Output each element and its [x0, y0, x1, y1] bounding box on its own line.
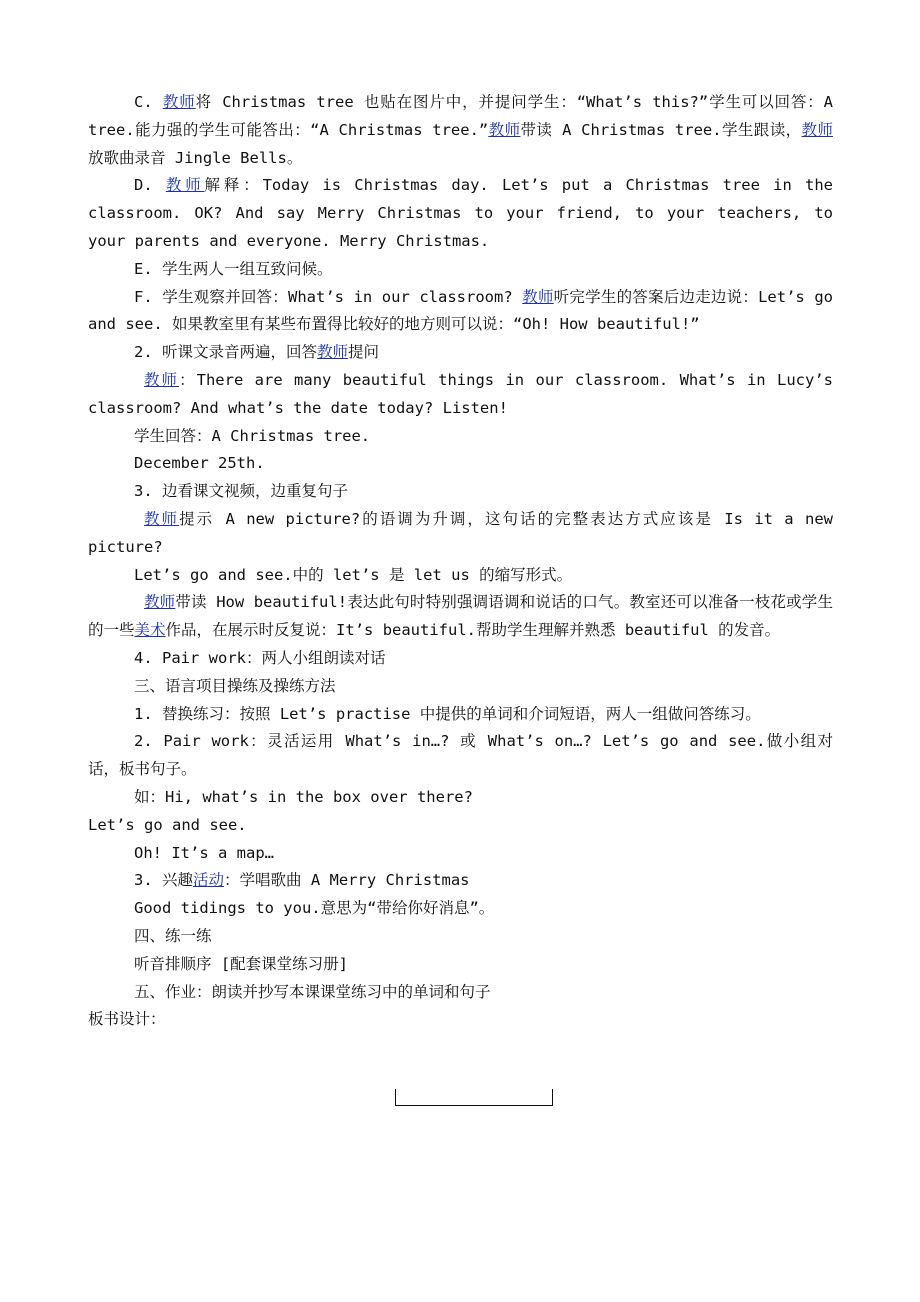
teacher-read-note	[88, 589, 833, 645]
section-4-heading: 四、练一练	[134, 926, 212, 945]
teacher-link[interactable]: 教师	[801, 120, 833, 139]
practice-2: 2. Pair work：灵活运用 What’s in…? 或 What’s on…? Let’s go and see.做小组对话，板书句子。	[88, 732, 833, 779]
paragraph-text: 听完学生的答案后边走边说：Let’s go and see. 如果教室里有某些布置得比较好的地方则可以说：“Oh! How beautiful!”	[88, 287, 833, 334]
paragraph-text: 放歌曲录音 Jingle Bells。	[88, 148, 303, 167]
paragraph-text: 2. 听课文录音两遍，回答	[134, 343, 317, 362]
example-line-3: Oh! It’s a map…	[134, 843, 274, 862]
item-label: C.	[134, 93, 163, 111]
example-line-2: Let’s go and see.	[88, 815, 247, 834]
student-answer-date: December 25th.	[134, 454, 265, 473]
teacher-hint	[88, 506, 833, 562]
teacher-link[interactable]: 教师	[165, 176, 205, 195]
item-label: D.	[134, 176, 166, 195]
paragraph-text: F. 学生观察并回答：What’s in our classroom?	[134, 287, 523, 306]
teacher-link[interactable]: 教师	[144, 370, 180, 389]
student-answer: 学生回答：A Christmas tree.	[134, 426, 371, 445]
paragraph-text: 提问	[348, 343, 380, 362]
lesson-plan-body	[88, 89, 833, 1034]
step-3-heading: 3. 边看课文视频，边重复句子	[134, 482, 348, 501]
step-2-heading	[88, 339, 833, 367]
board-design-box	[395, 1089, 553, 1106]
paragraph-f	[88, 284, 833, 340]
lets-note: Let’s go and see.中的 let’s 是 let us 的缩写形式。	[134, 565, 573, 584]
step-4-heading: 4. Pair work：两人小组朗读对话	[134, 648, 386, 667]
paragraph-c	[88, 89, 833, 172]
paragraph-text: ：There are many beautiful things in our classroom. What’s in Lucy’s classroom? And what’s the date today? Listen!	[88, 370, 833, 417]
teacher-prompt	[88, 367, 833, 423]
board-design-label: 板书设计：	[88, 1010, 166, 1029]
song-meaning: Good tidings to you.意思为“带给你好消息”。	[134, 899, 495, 918]
paragraph-text: 带读 How beautiful!表达此句时特别强调语调和说话的口气。教室还可以准备一枝花或学生的一些	[88, 593, 833, 640]
paragraph-e: E. 学生两人一组互致问候。	[134, 259, 333, 278]
paragraph-text: 带读 A Christmas tree.学生跟读，	[520, 120, 802, 139]
paragraph-text: 作品，在展示时反复说：It’s beautiful.帮助学生理解并熟悉 beautiful 的发音。	[165, 621, 781, 640]
paragraph-text: ：学唱歌曲 A Merry Christmas	[224, 871, 470, 890]
teacher-link[interactable]: 教师	[144, 509, 180, 528]
activity-heading	[88, 867, 833, 895]
paragraph-text: 解释：Today is Christmas day. Let’s put a Christmas tree in the classroom. OK? And say Merry Christmas to your friend, to your teachers, to your parents and everyone. Merry Christmas.	[88, 176, 833, 250]
paragraph-d	[88, 172, 833, 255]
listening-task: 听音排顺序 [配套课堂练习册]	[134, 954, 348, 973]
section-5-homework: 五、作业：朗读并抄写本课课堂练习中的单词和句子	[134, 982, 491, 1001]
section-3-heading: 三、语言项目操练及操练方法	[134, 676, 336, 695]
paragraph-text: 将 Christmas tree 也贴在图片中，并提问学生：“What’s this?”学生可以回答：A tree.能力强的学生可能答出：“A Christmas tree.”	[88, 93, 833, 139]
teacher-link[interactable]: 教师	[522, 287, 554, 306]
teacher-link[interactable]: 教师	[488, 120, 521, 139]
teacher-link[interactable]: 教师	[317, 343, 349, 362]
activity-link[interactable]: 活动	[193, 871, 225, 890]
art-link[interactable]: 美术	[134, 621, 166, 640]
practice-1: 1. 替换练习：按照 Let’s practise 中提供的单词和介词短语，两人一组做问答练习。	[134, 704, 761, 723]
teacher-link[interactable]: 教师	[144, 593, 176, 612]
teacher-link[interactable]: 教师	[162, 93, 196, 111]
paragraph-text: 提示 A new picture?的语调为升调，这句话的完整表达方式应该是 Is it a new picture?	[88, 509, 833, 556]
example-line-1: 如：Hi, what’s in the box over there?	[134, 787, 473, 806]
paragraph-text: 3. 兴趣	[134, 871, 193, 890]
